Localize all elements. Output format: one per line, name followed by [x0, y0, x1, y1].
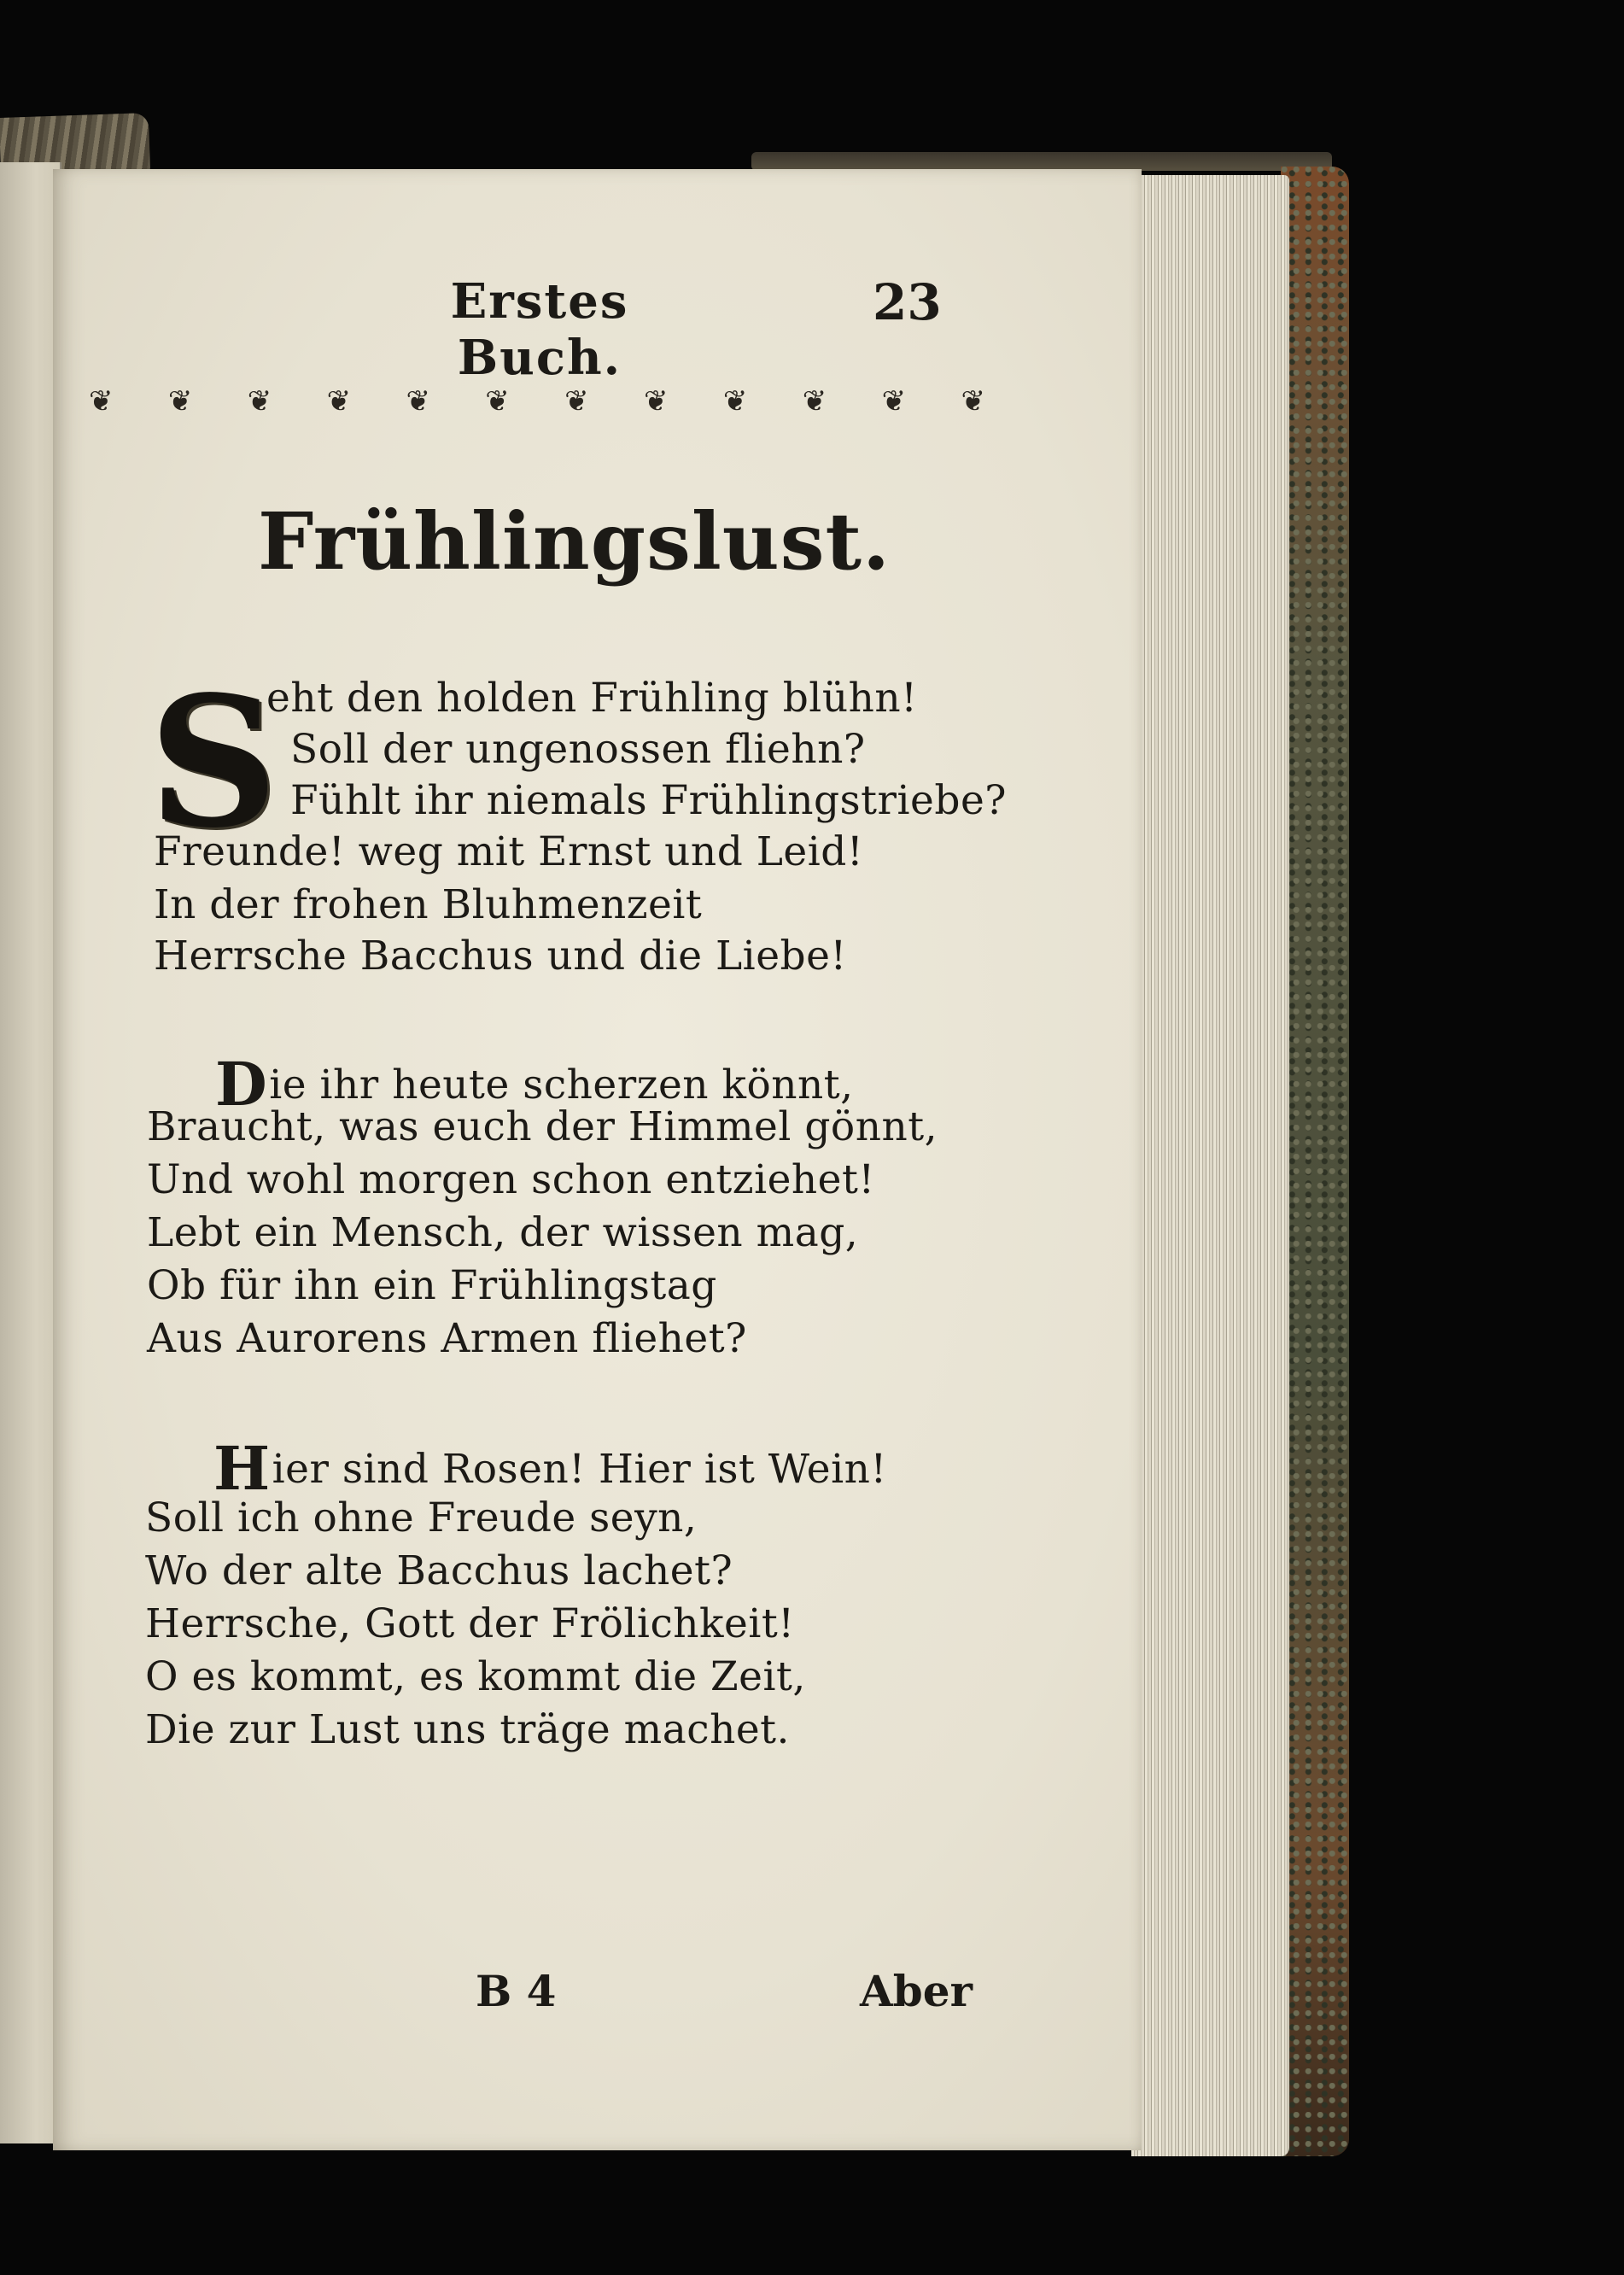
poem-line: eht den holden Frühling blühn! — [266, 675, 918, 722]
drop-cap: H — [213, 1433, 271, 1504]
ornament-icon: ❦ — [89, 384, 114, 418]
poem-line: Herrsche, Gott der Frölichkeit! — [145, 1600, 795, 1647]
poem-line: Lebt ein Mensch, der wissen mag, — [147, 1209, 859, 1256]
book-cover-board — [1281, 167, 1349, 2156]
ornament-border — [89, 384, 985, 418]
poem-line: Fühlt ihr niemals Frühlingstriebe? — [290, 777, 1007, 824]
ornament-icon: ❦ — [485, 384, 510, 418]
page-number: 23 — [873, 273, 942, 331]
poem-line: O es kommt, es kommt die Zeit, — [145, 1653, 806, 1700]
signature-mark: B 4 — [476, 1966, 557, 2016]
poem-line-first — [213, 1433, 887, 1504]
page-block-edges — [1131, 175, 1289, 2156]
poem-line: In der frohen Bluhmenzeit — [154, 881, 703, 928]
ornament-icon: ❦ — [564, 384, 589, 418]
ornament-icon: ❦ — [722, 384, 748, 418]
ornament-icon: ❦ — [406, 384, 430, 418]
ornament-icon: ❦ — [881, 384, 907, 418]
poem-line: ier sind Rosen! Hier ist Wein! — [272, 1446, 887, 1493]
ornament-icon: ❦ — [961, 384, 985, 418]
running-head: Erstes Buch. — [450, 273, 629, 386]
poem-line: Aus Aurorens Armen fliehet? — [147, 1315, 747, 1362]
poem-line: Und wohl morgen schon entziehet! — [147, 1156, 875, 1203]
poem-line: Soll ich ohne Freude seyn, — [145, 1494, 698, 1541]
poem-title: Frühlingslust. — [258, 495, 891, 588]
catchword: Aber — [860, 1966, 973, 2016]
ornament-icon: ❦ — [167, 384, 193, 418]
ornament-icon: ❦ — [802, 384, 827, 418]
drop-cap: D — [215, 1049, 268, 1120]
ornament-icon: ❦ — [326, 384, 352, 418]
poem-line: Braucht, was euch der Himmel gönnt, — [147, 1103, 938, 1150]
ornament-icon: ❦ — [247, 384, 272, 418]
poem-line: Freunde! weg mit Ernst und Leid! — [154, 828, 864, 875]
poem-line: ie ihr heute scherzen könnt, — [269, 1061, 854, 1108]
ornament-icon: ❦ — [644, 384, 669, 418]
book-headband — [751, 152, 1332, 171]
poem-line: Die zur Lust uns träge machet. — [145, 1706, 790, 1753]
poem-line: Herrsche Bacchus und die Liebe! — [154, 933, 847, 980]
drop-cap: S — [149, 657, 278, 868]
poem-line: Ob für ihn ein Frühlingstag — [147, 1262, 717, 1309]
poem-line: Wo der alte Bacchus lachet? — [145, 1547, 733, 1594]
poem-line: Soll der ungenossen fliehn? — [290, 726, 866, 773]
book-page — [53, 169, 1142, 2150]
